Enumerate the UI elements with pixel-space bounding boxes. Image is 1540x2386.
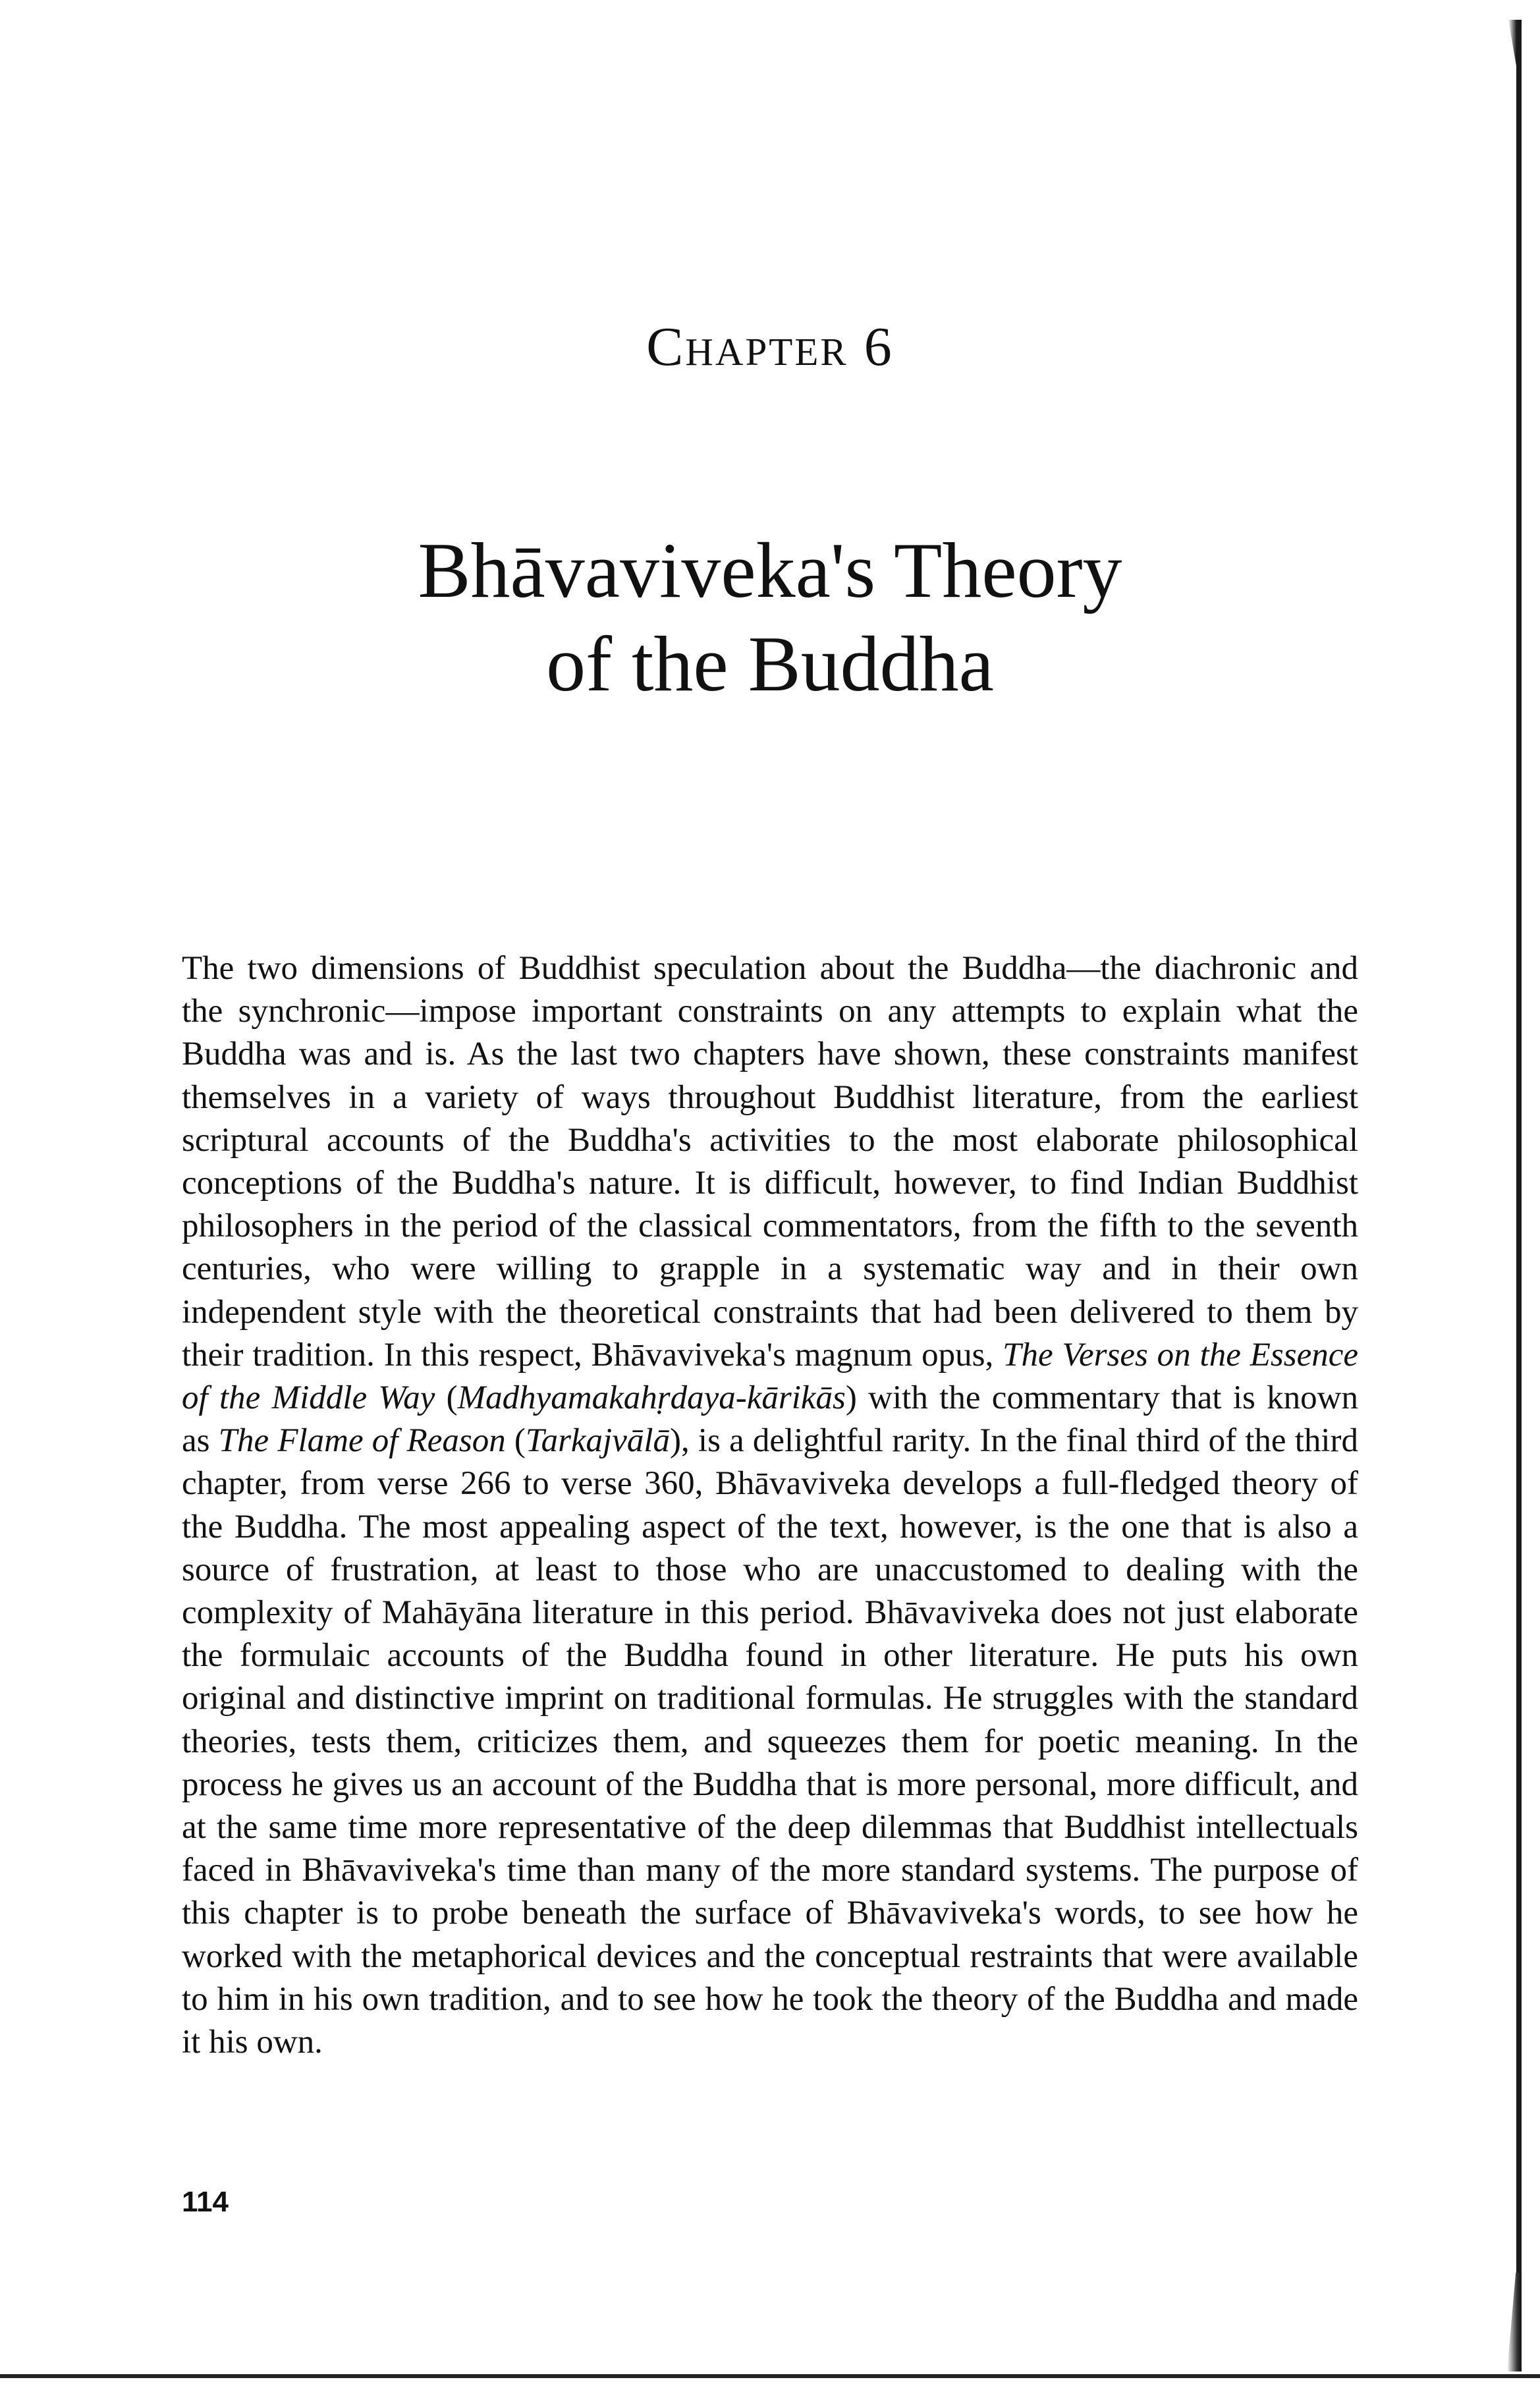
- chapter-title-line-2: of the Buddha: [546, 620, 994, 707]
- chapter-title: [0, 524, 1540, 711]
- page-number: 114: [182, 2186, 229, 2218]
- italic-title-flame: The Flame of Reason: [218, 1422, 506, 1460]
- chapter-number-heading: Chapter 6: [646, 316, 894, 377]
- scan-edge-bottom: [0, 2374, 1540, 2378]
- scan-edge-bottom-corner: [1507, 2273, 1522, 2372]
- body-paragraph: [182, 947, 1358, 2064]
- paragraph-text-a: The two dimensions of Buddhist speculation about the Buddha—the diachronic and the synchronic—impose important constraints on any attempts to explain what the Buddha was and is. As the last two chapters have shown, these constraints manifest themselves in a variety of ways throughout Buddhist literature, from the earliest scriptural accounts of the Buddha's activities to the most elaborate philosophical conceptions of the Buddha's nature. It is difficult, however, to find Indian Buddhist philosophers in the period of the classical commentators, from the fifth to the seventh centuries, who were willing to grapple in a systematic way and in their own independent style with the theoretical constraints that had been delivered to them by their tradition. In this respect, Bhāvaviveka's magnum opus,: [182, 950, 1358, 1373]
- paragraph-text-e: ), is a delightful rarity. In the final third of the third chapter, from verse 266 to verse 360, Bhāvaviveka develops a full-fledged theory of the Buddha. The most appealing aspect of the text, however, is the one that is also a source of frustration, at least to those who are unaccustomed to dealing with the complexity of Mahāyāna literature in this period. Bhāvaviveka does not just elaborate the formulaic accounts of the Buddha found in other literature. He puts his own original and distinctive imprint on traditional formulas. He struggles with the standard theories, tests them, criticizes them, and squeezes them for poetic meaning. In the process he gives us an account of the Buddha that is more personal, more difficult, and at the same time more representative of the deep dilemmas that Buddhist intellectuals faced in Bhāvaviveka's time than many of the more standard systems. The purpose of this chapter is to probe beneath the surface of Bhāvaviveka's words, to see how he worked with the metaphorical devices and the conceptual restraints that were available to him in his own tradition, and to see how he took the theory of the Buddha and made it his own.: [182, 1422, 1359, 2061]
- italic-title-verses: The Verses on the Essence of the Middle Way: [182, 1336, 1358, 1417]
- paragraph-text-c: ) with the commentary that is known as: [182, 1379, 1359, 1460]
- italic-title-tarkajvala: Tarkajvālā: [525, 1422, 671, 1460]
- italic-title-sanskrit: Madhyamakahṛdaya-kārikās: [457, 1379, 846, 1417]
- paragraph-text-d: (: [505, 1422, 526, 1460]
- chapter-title-line-1: Bhāvaviveka's Theory: [418, 526, 1122, 614]
- paragraph-text-b: (: [435, 1379, 458, 1417]
